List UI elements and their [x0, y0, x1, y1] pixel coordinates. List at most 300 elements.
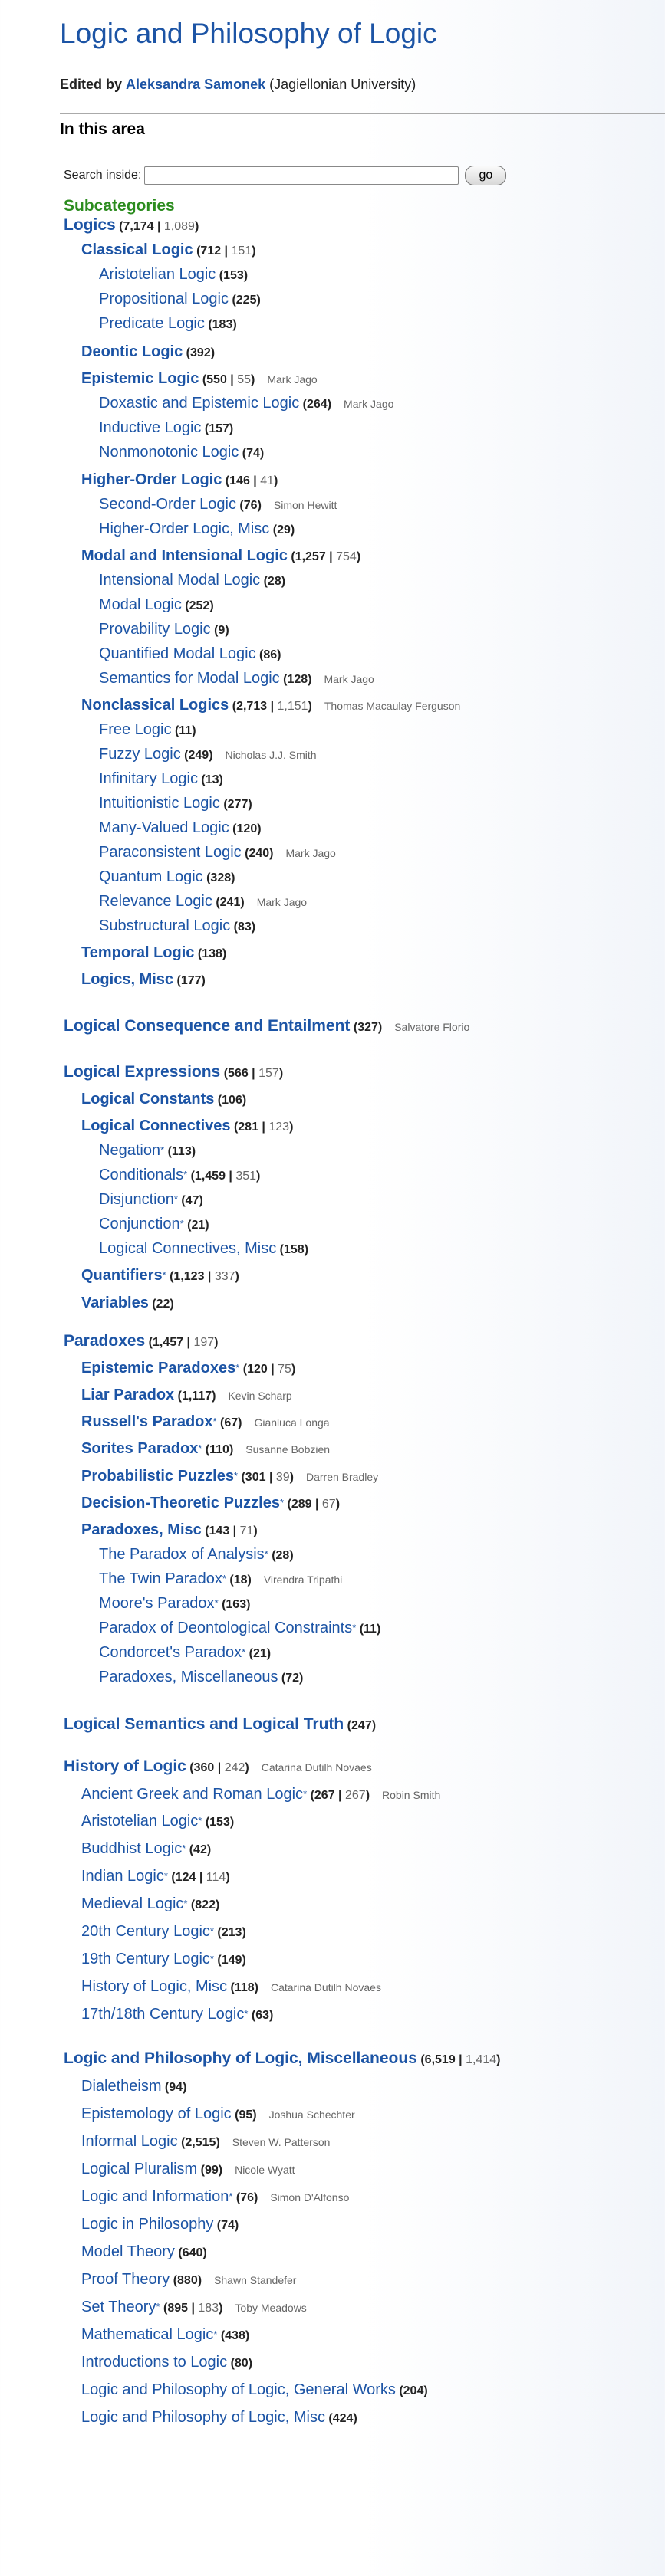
category-editor[interactable]: Mark Jago [324, 673, 374, 685]
count-value: 183 [212, 318, 233, 331]
category-editor[interactable]: Susanne Bobzien [245, 1443, 331, 1455]
secondary-count: 351 [235, 1170, 257, 1183]
category-row [64, 1332, 218, 1352]
count-value: 99 [204, 2164, 219, 2177]
category-row [81, 2298, 307, 2318]
category-link[interactable]: The Paradox of Analysis [99, 1546, 265, 1563]
secondary-count: 267 [344, 1789, 366, 1802]
category-row [99, 819, 262, 838]
secondary-count: 151 [231, 244, 252, 258]
entry-count: (83) [230, 920, 256, 934]
category-link[interactable]: Logic and Philosophy of Logic, Miscellaneous [64, 2049, 417, 2067]
entry-count: (252) [181, 599, 214, 612]
category-editor[interactable]: Mark Jago [285, 847, 336, 859]
category-link[interactable]: Model Theory [81, 2243, 175, 2260]
count-value: 149 [221, 1954, 242, 1967]
category-link[interactable]: Modal Logic [99, 596, 182, 613]
editors-prefix: Edited by [60, 77, 123, 92]
entry-count: (124 | 114) [167, 1871, 230, 1884]
category-row [99, 620, 229, 640]
category-link[interactable]: Logic and Information [81, 2188, 229, 2205]
entry-count: (1,457 | 197) [145, 1336, 219, 1349]
asterisk-icon: * [163, 1870, 168, 1882]
count-value: 712 [200, 244, 222, 258]
count-value: 28 [275, 1549, 290, 1562]
category-link[interactable]: Modal and Intensional Logic [81, 547, 288, 564]
count-value: 895 [167, 2302, 189, 2315]
category-link[interactable]: Quantifiers [81, 1267, 163, 1284]
category-link[interactable]: Negation [99, 1142, 161, 1159]
entry-count: (120) [229, 822, 262, 835]
entry-count: (240) [241, 847, 274, 860]
entry-count: (76) [232, 2191, 258, 2204]
count-value: 9 [218, 624, 226, 637]
category-link[interactable]: Predicate Logic [99, 315, 205, 332]
category-row [81, 696, 460, 716]
category-link[interactable]: Logics [64, 216, 116, 234]
category-row [81, 1812, 234, 1832]
category-row [81, 2105, 355, 2125]
count-value: 328 [210, 871, 232, 884]
count-value: 267 [314, 1789, 335, 1802]
entry-count: (76) [235, 499, 262, 512]
category-row [81, 2325, 249, 2345]
entry-count: (67) [216, 1416, 242, 1429]
count-value: 118 [234, 1981, 255, 1994]
category-link[interactable]: Medieval Logic [81, 1895, 184, 1912]
entry-count: (213) [213, 1926, 246, 1939]
editor-link[interactable]: Aleksandra Samonek [126, 77, 266, 92]
count-value: 6,519 [424, 2053, 456, 2066]
category-editor[interactable]: Virendra Tripathi [263, 1573, 343, 1586]
entry-count: (94) [161, 2081, 187, 2094]
category-row [81, 1977, 381, 1997]
category-row [64, 1715, 376, 1735]
entry-count: (157) [201, 422, 234, 435]
category-link[interactable]: Relevance Logic [99, 893, 212, 910]
category-link[interactable]: Proof Theory [81, 2271, 170, 2288]
search-label: Search inside: [64, 169, 142, 182]
count-value: 424 [332, 2412, 354, 2425]
category-link[interactable]: History of Logic [64, 1757, 186, 1775]
secondary-count: 71 [239, 1524, 254, 1537]
category-editor[interactable]: Mark Jago [344, 398, 394, 410]
count-value: 128 [287, 673, 308, 686]
category-link[interactable]: Logical Expressions [64, 1063, 221, 1081]
category-link[interactable]: Logic in Philosophy [81, 2216, 214, 2233]
category-row [99, 265, 248, 285]
category-link[interactable]: 19th Century Logic [81, 1951, 210, 1967]
asterisk-icon: * [198, 1815, 202, 1826]
category-editor[interactable]: Kevin Scharp [228, 1390, 292, 1402]
count-value: 264 [307, 398, 328, 411]
count-value: 113 [171, 1145, 192, 1158]
category-link[interactable]: Second-Order Logic [99, 496, 236, 513]
category-row [64, 2049, 500, 2069]
category-link[interactable]: Quantified Modal Logic [99, 645, 256, 662]
category-row [81, 1413, 330, 1432]
count-value: 1,257 [295, 550, 326, 563]
asterisk-icon: * [229, 2190, 233, 2202]
page-title: Logic and Philosophy of Logic [60, 18, 437, 49]
count-value: 95 [239, 2108, 253, 2122]
category-row [99, 843, 336, 863]
category-row [81, 2270, 296, 2290]
asterisk-icon: * [173, 1193, 178, 1205]
category-editor[interactable]: Gianluca Longa [254, 1416, 330, 1429]
entry-count: (550 | 55) [199, 373, 255, 386]
category-link[interactable]: Logical Pluralism [81, 2161, 198, 2177]
count-value: 67 [224, 1416, 239, 1429]
secondary-count: 123 [268, 1121, 290, 1134]
category-link[interactable]: The Twin Paradox [99, 1570, 222, 1587]
entry-count: (42) [186, 1843, 212, 1856]
category-link[interactable]: History of Logic, Misc [81, 1978, 228, 1995]
category-row [64, 216, 199, 236]
count-value: 880 [177, 2274, 198, 2287]
category-link[interactable]: Variables [81, 1295, 149, 1311]
asterisk-icon: * [183, 1898, 188, 1909]
category-editor[interactable]: Robin Smith [382, 1789, 441, 1801]
count-value: 252 [189, 599, 210, 612]
category-row [81, 2381, 428, 2400]
category-row [81, 970, 206, 990]
entry-count: (63) [248, 2009, 274, 2022]
category-link[interactable]: Buddhist Logic [81, 1840, 183, 1857]
category-row [81, 1294, 174, 1314]
category-link[interactable]: Many-Valued Logic [99, 819, 229, 836]
category-link[interactable]: Temporal Logic [81, 944, 195, 961]
secondary-count: 1,414 [466, 2053, 497, 2066]
count-value: 327 [357, 1021, 378, 1034]
editor-affiliation: (Jagiellonian University) [269, 77, 416, 92]
asterisk-icon: * [244, 2008, 249, 2020]
category-link[interactable]: Paradoxes, Miscellaneous [99, 1669, 278, 1685]
asterisk-icon: * [182, 1843, 186, 1854]
count-value: 80 [234, 2357, 249, 2370]
category-link[interactable]: Higher-Order Logic, Misc [99, 520, 270, 537]
count-value: 21 [191, 1219, 206, 1232]
count-value: 120 [247, 1363, 268, 1376]
asterisk-icon: * [156, 2301, 160, 2312]
category-link[interactable]: Conjunction [99, 1216, 180, 1232]
category-link[interactable]: Indian Logic [81, 1868, 164, 1885]
category-editor[interactable]: Darren Bradley [306, 1471, 379, 1483]
category-link[interactable]: Logical Connectives [81, 1117, 231, 1134]
category-link[interactable]: Provability Logic [99, 621, 211, 638]
entry-count: (301 | 39) [238, 1471, 294, 1484]
entry-count: (177) [173, 974, 206, 987]
category-link[interactable]: Free Logic [99, 721, 172, 738]
category-editor[interactable]: Mark Jago [267, 373, 318, 386]
category-row [99, 868, 235, 888]
count-value: 640 [182, 2246, 203, 2259]
category-link[interactable]: Logical Consequence and Entailment [64, 1017, 351, 1035]
category-row [81, 1266, 239, 1286]
category-link[interactable]: Paraconsistent Logic [99, 844, 242, 861]
category-link[interactable]: Informal Logic [81, 2133, 178, 2150]
category-row [81, 2132, 330, 2152]
category-editor[interactable]: Catarina Dutilh Novaes [270, 1981, 381, 1994]
secondary-count: 157 [258, 1067, 279, 1080]
category-row [99, 596, 214, 615]
entry-count: (895 | 183) [160, 2302, 223, 2315]
category-link[interactable]: Propositional Logic [99, 290, 229, 307]
category-editor[interactable]: Simon D'Alfonso [270, 2191, 350, 2204]
category-row [81, 241, 256, 261]
category-row [99, 1643, 271, 1663]
secondary-count: 183 [198, 2302, 219, 2315]
category-link[interactable]: Disjunction [99, 1191, 174, 1208]
entry-count: (74) [213, 2219, 239, 2232]
count-value: 18 [233, 1573, 248, 1587]
entry-count: (247) [344, 1719, 377, 1732]
secondary-count: 337 [214, 1270, 235, 1283]
category-link[interactable]: Decision-Theoretic Puzzles [81, 1495, 280, 1511]
category-row [81, 2005, 273, 2025]
count-value: 438 [225, 2329, 245, 2342]
category-link[interactable]: Semantics for Modal Logic [99, 670, 280, 687]
category-link[interactable]: Logics, Misc [81, 971, 174, 988]
count-value: 301 [245, 1471, 266, 1484]
category-editor[interactable]: Simon Hewitt [273, 499, 337, 511]
category-editor[interactable]: Toby Meadows [235, 2302, 307, 2314]
category-link[interactable]: Aristotelian Logic [81, 1813, 199, 1829]
entry-count: (267 | 267) [307, 1789, 370, 1802]
secondary-count: 1,151 [277, 700, 308, 713]
count-value: 120 [236, 822, 258, 835]
entry-count: (28) [260, 575, 286, 588]
category-editor[interactable]: Steven W. Patterson [232, 2136, 331, 2148]
category-link[interactable]: Russell's Paradox [81, 1413, 213, 1430]
category-link[interactable]: Doxastic and Epistemic Logic [99, 395, 300, 412]
count-value: 138 [202, 947, 222, 960]
category-row [81, 1467, 378, 1487]
category-link[interactable]: Infinitary Logic [99, 770, 198, 787]
count-value: 566 [228, 1067, 249, 1080]
category-row [81, 369, 318, 389]
secondary-count: 75 [278, 1363, 291, 1376]
category-link[interactable]: Sorites Paradox [81, 1440, 199, 1457]
category-link[interactable]: Logic and Philosophy of Logic, General Works [81, 2381, 396, 2398]
category-row [99, 571, 285, 591]
asterisk-icon: * [352, 1622, 357, 1633]
asterisk-icon: * [179, 1218, 184, 1229]
count-value: 7,174 [123, 220, 154, 233]
category-link[interactable]: Nonclassical Logics [81, 697, 229, 714]
category-link[interactable]: Aristotelian Logic [99, 266, 216, 283]
asterisk-icon: * [214, 1597, 219, 1609]
category-link[interactable]: Epistemology of Logic [81, 2105, 232, 2122]
entry-count: (118) [227, 1981, 258, 1994]
category-row [99, 1594, 250, 1614]
entry-count: (183) [204, 318, 237, 331]
count-value: 157 [209, 422, 229, 435]
entry-count: (138) [194, 947, 227, 960]
category-editor[interactable]: Thomas Macaulay Ferguson [324, 700, 461, 712]
category-link[interactable]: Logical Semantics and Logical Truth [64, 1715, 344, 1733]
category-row [81, 343, 215, 363]
entry-count: (120 | 75) [239, 1363, 296, 1376]
category-link[interactable]: Inductive Logic [99, 419, 202, 436]
category-link[interactable]: Classical Logic [81, 241, 193, 258]
category-link[interactable]: Deontic Logic [81, 343, 183, 360]
category-row [99, 645, 281, 665]
entry-count: (95) [231, 2108, 257, 2122]
category-editor[interactable]: Joshua Schechter [268, 2108, 355, 2121]
category-link[interactable]: Mathematical Logic [81, 2326, 214, 2343]
entry-count: (225) [229, 294, 261, 307]
asterisk-icon: * [162, 1269, 166, 1281]
category-editor[interactable]: Mark Jago [256, 896, 308, 908]
category-link[interactable]: Higher-Order Logic [81, 471, 222, 488]
count-value: 76 [243, 499, 258, 512]
entry-count: (204) [395, 2384, 428, 2397]
count-value: 247 [351, 1719, 372, 1732]
secondary-count: 754 [336, 550, 357, 563]
category-editor[interactable]: Nicholas J.J. Smith [225, 749, 317, 761]
asterisk-icon: * [209, 1925, 214, 1937]
category-row [64, 1063, 283, 1083]
count-value: 225 [235, 294, 257, 307]
asterisk-icon: * [279, 1497, 285, 1508]
count-value: 11 [364, 1623, 377, 1636]
asterisk-icon: * [264, 1548, 268, 1560]
category-link[interactable]: Dialetheism [81, 2078, 162, 2095]
secondary-count: 41 [260, 474, 275, 487]
category-row [99, 1215, 209, 1235]
category-row [81, 2408, 357, 2428]
count-value: 124 [175, 1871, 196, 1884]
category-row [99, 1570, 342, 1590]
category-link[interactable]: Ancient Greek and Roman Logic [81, 1786, 304, 1803]
category-link[interactable]: Paradoxes [64, 1332, 146, 1350]
category-row [99, 669, 374, 689]
entry-count: (264) [299, 398, 332, 411]
category-row [99, 1141, 196, 1161]
count-value: 86 [263, 648, 278, 661]
category-row [81, 943, 226, 963]
category-link[interactable]: Nonmonotonic Logic [99, 444, 239, 461]
category-link[interactable]: Substructural Logic [99, 917, 231, 934]
category-link[interactable]: Fuzzy Logic [99, 746, 181, 763]
secondary-count: 242 [224, 1761, 245, 1774]
category-link[interactable]: 17th/18th Century Logic [81, 2006, 245, 2023]
category-link[interactable]: Quantum Logic [99, 868, 203, 885]
count-value: 822 [195, 1898, 216, 1911]
category-row [81, 1386, 292, 1406]
category-link[interactable]: Intensional Modal Logic [99, 572, 261, 589]
category-link[interactable]: Introductions to Logic [81, 2354, 228, 2371]
entry-count: (1,459 | 351) [187, 1170, 261, 1183]
category-link[interactable]: Logic and Philosophy of Logic, Misc [81, 2409, 325, 2426]
category-row [81, 1521, 258, 1541]
category-row [81, 546, 360, 566]
asterisk-icon: * [183, 1169, 188, 1180]
category-link[interactable]: Paradox of Deontological Constraints [99, 1619, 353, 1636]
category-row [99, 520, 295, 540]
entry-count: (80) [227, 2357, 253, 2370]
category-link[interactable]: Conditionals [99, 1167, 184, 1183]
entry-count: (2,515) [177, 2136, 220, 2149]
entry-count: (113) [164, 1145, 196, 1158]
asterisk-icon: * [303, 1788, 308, 1800]
count-value: 204 [403, 2384, 424, 2397]
count-value: 143 [209, 1524, 230, 1537]
count-value: 83 [237, 920, 252, 934]
count-value: 1,123 [173, 1270, 205, 1283]
entry-count: (106) [214, 1094, 247, 1107]
category-row [81, 1439, 330, 1459]
entry-count: (153) [216, 269, 249, 282]
category-link[interactable]: Logical Constants [81, 1091, 215, 1108]
secondary-count: 39 [275, 1471, 290, 1484]
category-row [99, 770, 223, 789]
count-value: 1,117 [181, 1390, 212, 1403]
category-row [81, 2215, 239, 2235]
count-value: 240 [249, 847, 270, 860]
count-value: 94 [169, 2081, 183, 2094]
category-row [99, 495, 337, 515]
asterisk-icon: * [198, 1442, 202, 1454]
count-value: 1,459 [194, 1170, 226, 1183]
category-link[interactable]: Condorcet's Paradox [99, 1644, 242, 1661]
category-link[interactable]: Moore's Paradox [99, 1595, 215, 1612]
category-link[interactable]: Intuitionistic Logic [99, 795, 220, 812]
category-row [81, 2353, 252, 2373]
category-row [81, 2243, 207, 2263]
secondary-count: 197 [193, 1336, 215, 1349]
count-value: 550 [206, 373, 227, 386]
entry-count: (822) [187, 1898, 220, 1911]
category-row [81, 1117, 293, 1137]
search-go-button[interactable]: go [465, 166, 506, 185]
category-editor[interactable]: Shawn Standefer [214, 2274, 297, 2286]
category-editor[interactable]: Salvatore Florio [394, 1021, 470, 1033]
entry-count: (712 | 151) [193, 244, 256, 258]
category-link[interactable]: Epistemic Logic [81, 370, 199, 387]
category-link[interactable]: Paradoxes, Misc [81, 1521, 202, 1538]
entry-count: (6,519 | 1,414) [416, 2053, 501, 2066]
category-row [99, 720, 196, 740]
category-editor[interactable]: Catarina Dutilh Novaes [261, 1761, 372, 1774]
category-row [81, 1895, 219, 1915]
category-row [99, 394, 393, 414]
entry-count: (22) [148, 1298, 174, 1311]
entry-count: (99) [197, 2164, 223, 2177]
asterisk-icon: * [235, 1362, 240, 1373]
category-link[interactable]: 20th Century Logic [81, 1923, 210, 1940]
count-value: 22 [156, 1298, 170, 1311]
entry-count: (110) [202, 1443, 234, 1456]
category-row [81, 471, 278, 491]
category-link[interactable]: Logical Connectives, Misc [99, 1240, 277, 1257]
entry-count: (1,123 | 337) [166, 1270, 239, 1283]
entry-count: (392) [183, 346, 216, 359]
category-link[interactable]: Liar Paradox [81, 1386, 175, 1403]
category-link[interactable]: Set Theory [81, 2299, 156, 2315]
count-value: 277 [227, 798, 249, 811]
category-link[interactable]: Epistemic Paradoxes [81, 1360, 236, 1377]
entry-count: (158) [276, 1243, 309, 1256]
category-link[interactable]: Probabilistic Puzzles [81, 1468, 234, 1485]
asterisk-icon: * [160, 1144, 165, 1156]
secondary-count: 67 [321, 1498, 336, 1511]
category-row [99, 1545, 294, 1565]
category-editor[interactable]: Nicole Wyatt [235, 2164, 295, 2176]
asterisk-icon: * [213, 2328, 218, 2340]
count-value: 47 [185, 1194, 199, 1207]
